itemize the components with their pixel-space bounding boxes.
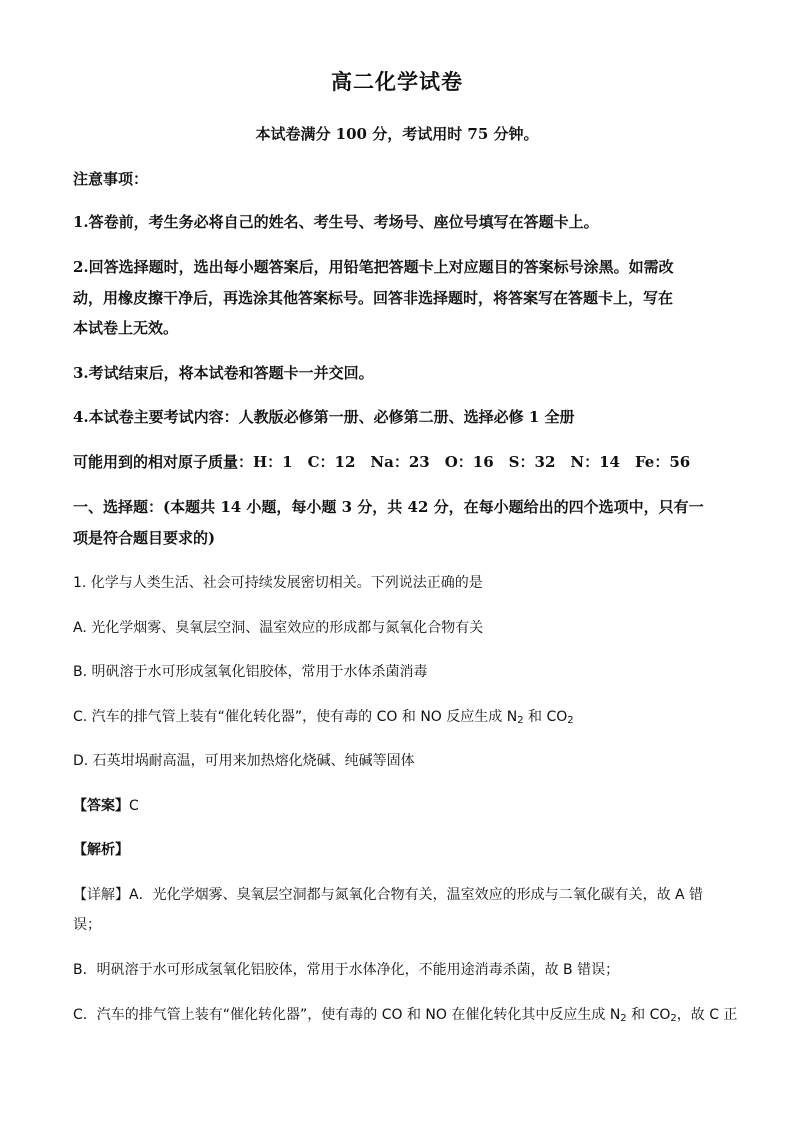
option-c-text-and: 和 CO <box>523 709 568 725</box>
note-3: 3.考试结束后，将本试卷和答题卡一并交回。 <box>73 364 374 382</box>
detail-c-text: C．汽车的排气管上装有“催化转化器”，使有毒的 CO 和 NO 在催化转化其中反应生成 N <box>73 1007 621 1023</box>
exam-info: 本试卷满分 100 分，考试用时 75 分钟。 <box>255 125 539 143</box>
question-1-option-d: D. 石英坩埚耐高温，可用来加热熔化烧碱、纯碱等固体 <box>73 753 415 769</box>
question-1-option-a: A. 光化学烟雾、臭氧层空洞、温室效应的形成都与氮氧化合物有关 <box>73 620 484 636</box>
detail-line-2: 误； <box>73 917 101 933</box>
atomic-masses: 可能用到的相对原子质量：H：1 C：12 Na：23 O：16 S：32 N：14 Fe：56 <box>73 453 691 471</box>
note-2-line-2: 动，用橡皮擦干净后，再选涂其他答案标号。回答非选择题时，将答案写在答题卡上，写在 <box>73 289 674 307</box>
detail-b: B．明矾溶于水可形成氢氧化铝胶体，常用于水体净化，不能用途消毒杀菌，故 B 错误； <box>73 962 620 978</box>
option-c-subscript-co2: 2 <box>567 715 574 726</box>
page-title: 高二化学试卷 <box>331 69 463 94</box>
detail-c-text-and: 和 CO <box>626 1007 671 1023</box>
answer-line <box>73 796 728 816</box>
question-1-option-c <box>73 707 728 727</box>
detail-c <box>73 1005 738 1025</box>
section-heading-line-1: 一、选择题：(本题共 14 小题，每小题 3 分，共 42 分，在每小题给出的四个选项中，只有一 <box>73 498 704 516</box>
detail-line-1: 【详解】A．光化学烟雾、臭氧层空洞都与氮氧化合物有关，温室效应的形成与二氧化碳有关，故 A 错 <box>73 887 704 903</box>
option-c-text: C. 汽车的排气管上装有“催化转化器”，使有毒的 CO 和 NO 反应生成 N <box>73 709 518 725</box>
option-c-subscript-n2: 2 <box>517 715 524 726</box>
detail-c-subscript-co2: 2 <box>670 1013 677 1024</box>
question-1-stem: 1. 化学与人类生活、社会可持续发展密切相关。下列说法正确的是 <box>73 575 483 591</box>
analysis-label: 【解析】 <box>73 842 129 858</box>
question-1-option-b: B. 明矾溶于水可形成氢氧化铝胶体，常用于水体杀菌消毒 <box>73 664 428 680</box>
detail-c-text-end: ，故 C 正 <box>676 1007 738 1023</box>
answer-value: C <box>129 798 139 814</box>
note-2-line-3: 本试卷上无效。 <box>73 319 179 337</box>
note-1: 1.答卷前，考生务必将自己的姓名、考生号、考场号、座位号填写在答题卡上。 <box>73 213 599 231</box>
note-4: 4.本试卷主要考试内容：人教版必修第一册、必修第二册、选择必修 1 全册 <box>73 408 575 426</box>
answer-label: 【答案】 <box>73 798 129 814</box>
note-2-line-1: 2.回答选择题时，选出每小题答案后，用铅笔把答题卡上对应题目的答案标号涂黑。如需改 <box>73 258 674 276</box>
section-heading-line-2: 项是符合题目要求的) <box>73 529 216 547</box>
notice-heading: 注意事项： <box>73 170 149 188</box>
detail-c-subscript-n2: 2 <box>620 1013 627 1024</box>
